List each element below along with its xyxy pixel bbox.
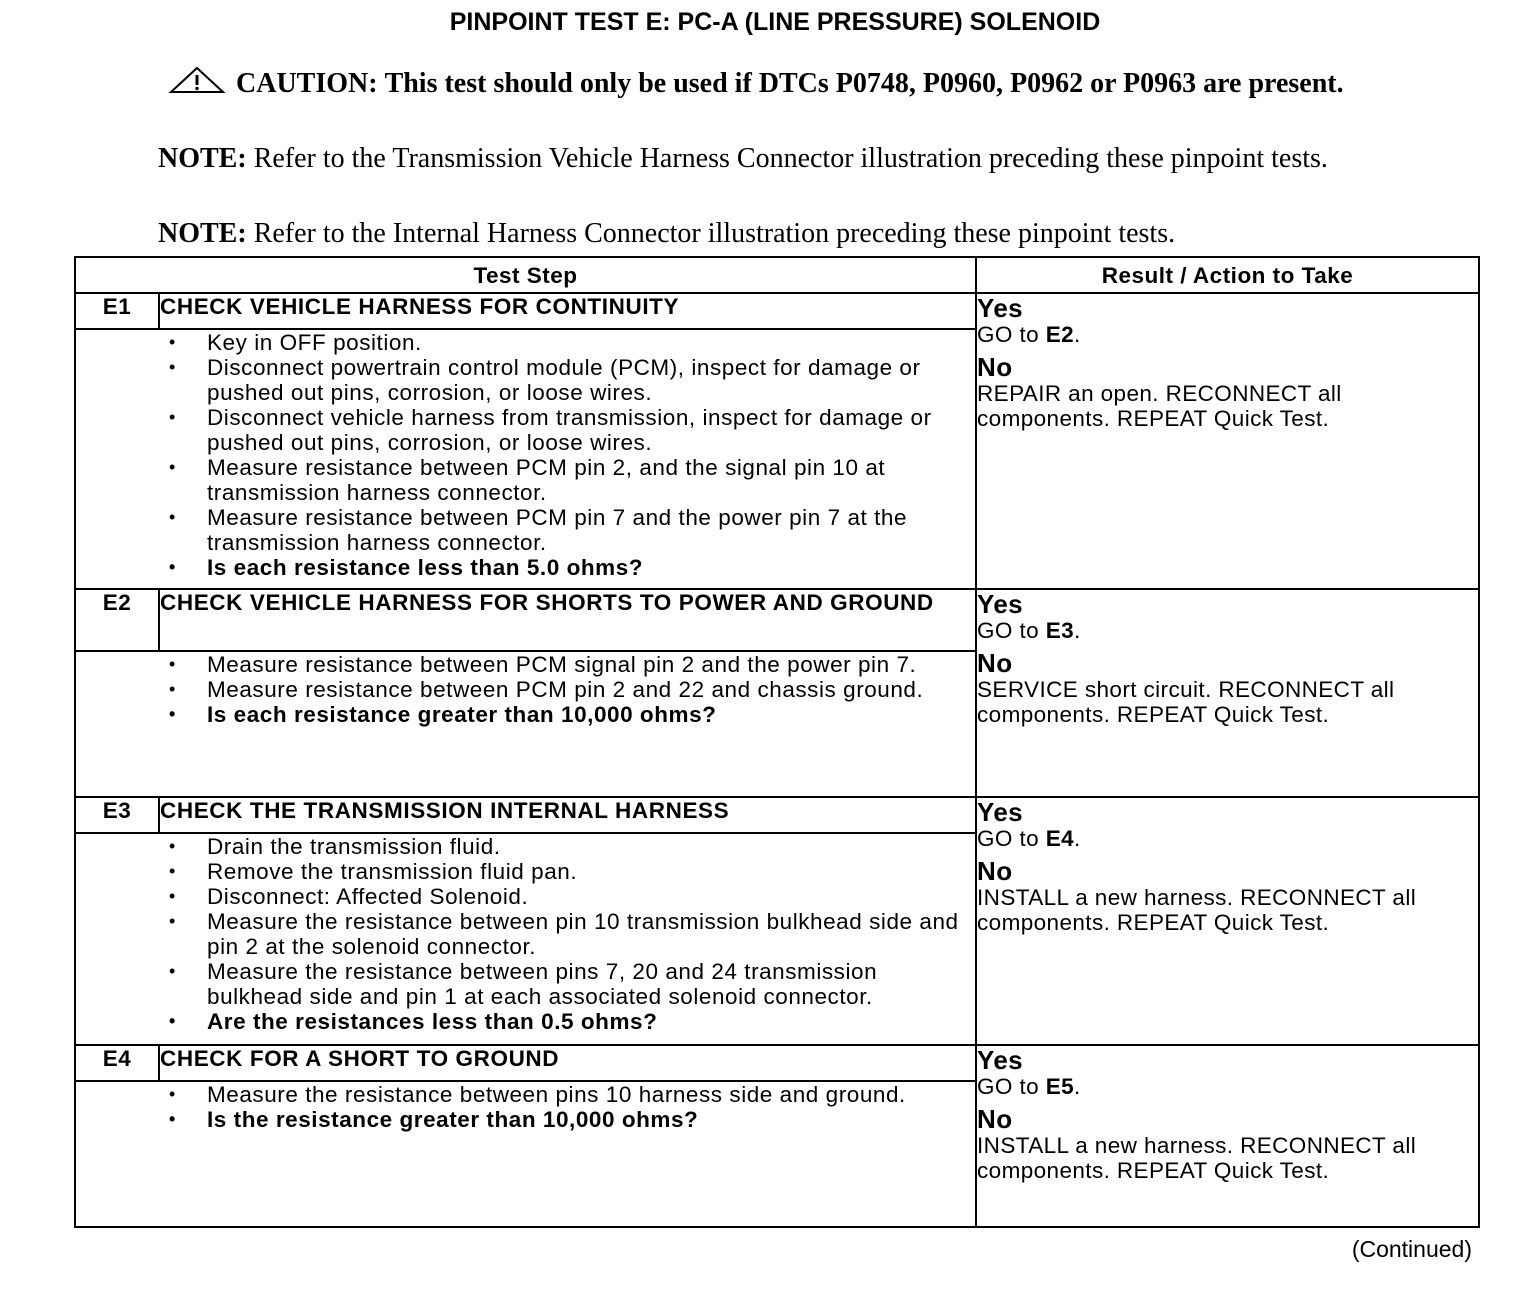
note-label: NOTE: <box>158 218 247 249</box>
yes-target: E4 <box>1045 826 1075 851</box>
instruction-list <box>159 1082 975 1132</box>
page-title: PINPOINT TEST E: PC-A (LINE PRESSURE) SOLENOID <box>449 8 1101 36</box>
yes-action-text: GO to <box>977 826 1040 851</box>
instruction-item: • Measure resistance between PCM pin 2, and the signal pin 10 at transmission harness connector. <box>169 455 975 505</box>
no-action: INSTALL a new harness. RECONNECT all components. REPEAT Quick Test. <box>977 1133 1417 1183</box>
no-label: No <box>977 648 1013 678</box>
yes-action-text: GO to <box>977 1074 1040 1099</box>
step-result <box>976 797 1479 1045</box>
step-heading: CHECK THE TRANSMISSION INTERNAL HARNESS <box>159 797 976 833</box>
step-id: E3 <box>75 797 159 833</box>
yes-label: Yes <box>977 293 1024 323</box>
caution-text: This test should only be used if DTCs P0748, P0960, P0962 or P0963 are present. <box>384 68 1344 99</box>
instruction-item: • Measure resistance between PCM signal pin 2 and the power pin 7. <box>169 652 975 677</box>
no-action: INSTALL a new harness. RECONNECT all components. REPEAT Quick Test. <box>977 885 1417 935</box>
step-heading-row <box>75 589 1479 651</box>
instruction-item: • Disconnect: Affected Solenoid. <box>169 884 975 909</box>
step-id: E1 <box>75 293 159 329</box>
step-instructions <box>159 329 976 589</box>
step-instructions <box>159 1081 976 1227</box>
step-id: E4 <box>75 1045 159 1081</box>
step-result <box>976 293 1479 589</box>
step-question: • Is the resistance greater than 10,000 ohms? <box>169 1107 975 1132</box>
step-question: • Are the resistances less than 0.5 ohms? <box>169 1009 975 1034</box>
step-id: E2 <box>75 589 159 651</box>
no-action: REPAIR an open. RECONNECT all components. REPEAT Quick Test. <box>977 381 1342 431</box>
step-heading-row <box>75 1045 1479 1081</box>
yes-label: Yes <box>977 797 1024 827</box>
note-text: Refer to the Transmission Vehicle Harness Connector illustration preceding these pinpoint tests. <box>253 143 1328 174</box>
note <box>158 219 1408 249</box>
instruction-item: • Measure the resistance between pins 7, 20 and 24 transmission bulkhead side and pin 1 at each associated solenoid connector. <box>169 959 975 1009</box>
instruction-item: • Drain the transmission fluid. <box>169 834 975 859</box>
step-id-spacer <box>75 329 159 589</box>
column-header-test-step: Test Step <box>75 257 976 293</box>
yes-action: GO to E4. <box>977 826 1081 851</box>
no-label: No <box>977 352 1013 382</box>
instruction-list <box>159 330 975 580</box>
warning-triangle-icon <box>168 66 226 94</box>
step-heading: CHECK VEHICLE HARNESS FOR CONTINUITY <box>159 293 976 329</box>
instruction-list <box>159 652 975 727</box>
instruction-list <box>159 834 975 1034</box>
yes-label: Yes <box>977 1045 1024 1075</box>
test-steps <box>75 293 1479 1227</box>
no-label: No <box>977 1104 1013 1134</box>
step-heading-row <box>75 797 1479 833</box>
step-question: • Is each resistance greater than 10,000 ohms? <box>169 702 975 727</box>
continued-label: (Continued) <box>1351 1236 1472 1262</box>
step-heading: CHECK FOR A SHORT TO GROUND <box>159 1045 976 1081</box>
yes-action-text: GO to <box>977 618 1040 643</box>
step-heading: CHECK VEHICLE HARNESS FOR SHORTS TO POWER AND GROUND <box>159 589 976 651</box>
yes-action-text: GO to <box>977 322 1040 347</box>
instruction-item: • Measure resistance between PCM pin 7 and the power pin 7 at the transmission harness connector. <box>169 505 975 555</box>
yes-action: GO to E2. <box>977 322 1081 347</box>
yes-action: GO to E5. <box>977 1074 1081 1099</box>
caution-block <box>158 66 1358 99</box>
step-heading-row <box>75 293 1479 329</box>
step-question: • Is each resistance less than 5.0 ohms? <box>169 555 975 580</box>
step-id-spacer <box>75 1081 159 1227</box>
step-id-spacer <box>75 651 159 797</box>
note-label: NOTE: <box>158 143 247 174</box>
yes-action: GO to E3. <box>977 618 1081 643</box>
yes-target: E3 <box>1045 618 1075 643</box>
caution-label: CAUTION: <box>236 68 378 99</box>
instruction-item: • Disconnect powertrain control module (PCM), inspect for damage or pushed out pins, corrosion, or loose wires. <box>169 355 975 405</box>
instruction-item: • Disconnect vehicle harness from transmission, inspect for damage or pushed out pins, corrosion, or loose wires. <box>169 405 975 455</box>
yes-label: Yes <box>977 589 1024 619</box>
instruction-item: • Key in OFF position. <box>169 330 975 355</box>
step-instructions <box>159 651 976 797</box>
step-result <box>976 589 1479 797</box>
note-text: Refer to the Internal Harness Connector illustration preceding these pinpoint tests. <box>253 218 1176 249</box>
yes-target: E2 <box>1045 322 1075 347</box>
instruction-item: • Measure resistance between PCM pin 2 and 22 and chassis ground. <box>169 677 975 702</box>
instruction-item: • Measure the resistance between pin 10 transmission bulkhead side and pin 2 at the solenoid connector. <box>169 909 975 959</box>
yes-target: E5 <box>1045 1074 1075 1099</box>
instruction-item: • Remove the transmission fluid pan. <box>169 859 975 884</box>
note <box>158 144 1358 174</box>
step-result <box>976 1045 1479 1227</box>
pinpoint-test-table <box>74 256 1480 1228</box>
step-instructions <box>159 833 976 1045</box>
step-id-spacer <box>75 833 159 1045</box>
instruction-item: • Measure the resistance between pins 10 harness side and ground. <box>169 1082 975 1107</box>
table-header-row <box>75 257 1479 293</box>
column-header-result: Result / Action to Take <box>976 257 1479 293</box>
no-label: No <box>977 856 1013 886</box>
no-action: SERVICE short circuit. RECONNECT all components. REPEAT Quick Test. <box>977 677 1395 727</box>
